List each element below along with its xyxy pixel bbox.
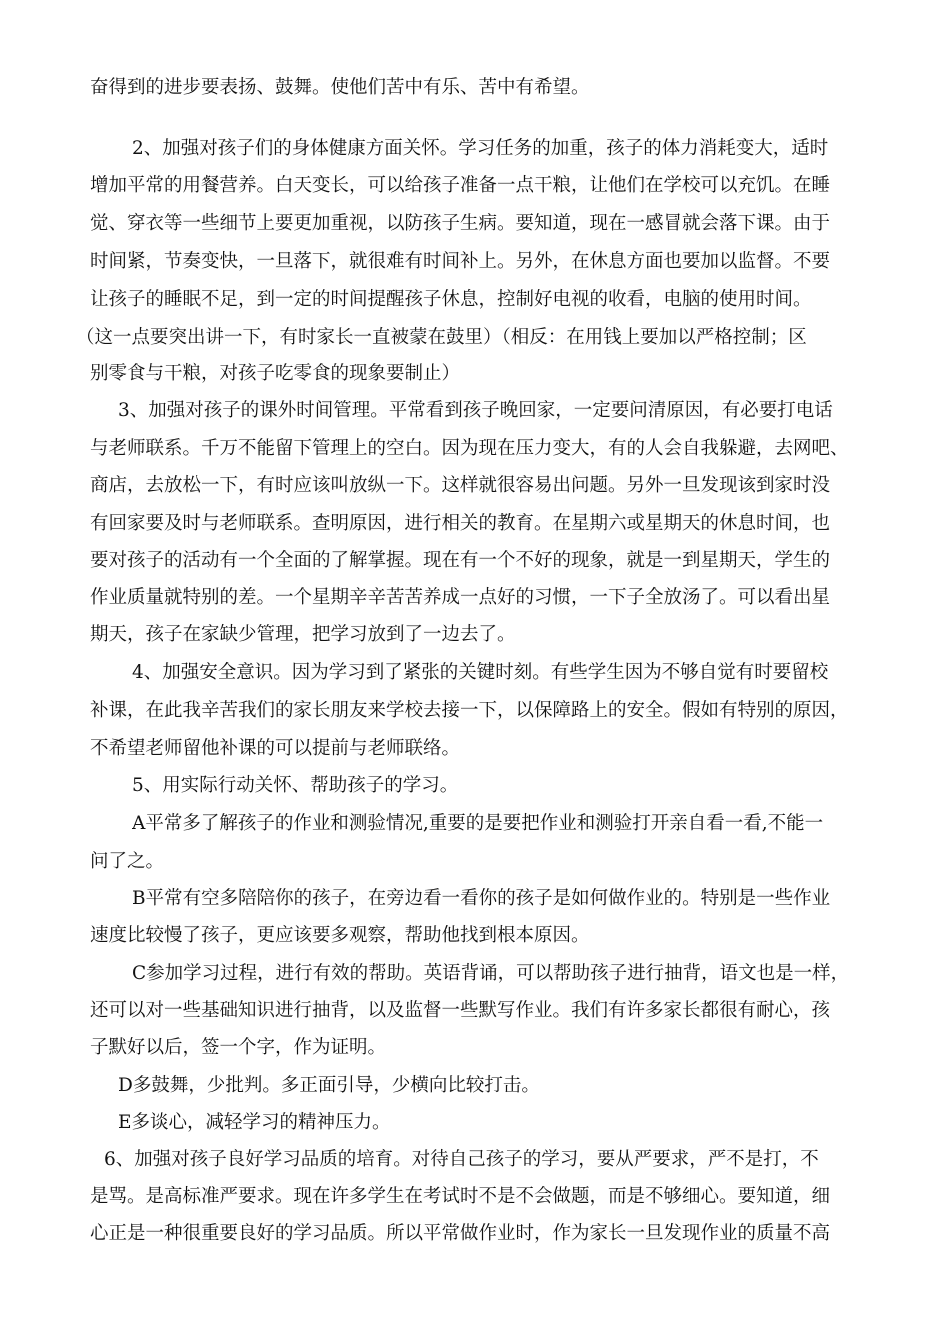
text-line: 5、用实际行动关怀、帮助孩子的学习。 [132,775,459,796]
text-line: D多鼓舞，少批判。多正面引导，少横向比较打击。 [118,1075,540,1096]
text-line: E多谈心，减轻学习的精神压力。 [118,1112,391,1133]
text-line: 4、加强安全意识。因为学习到了紧张的关键时刻。有些学生因为不够自觉有时要留校 [132,662,829,683]
text-line: 要对孩子的活动有一个全面的了解掌握。现在有一个不好的现象，就是一到星期天，学生的 [90,550,831,571]
text-line: 心正是一种很重要良好的学习品质。所以平常做作业时，作为家长一旦发现作业的质量不高 [90,1223,831,1244]
text-line: 期天，孩子在家缺少管理，把学习放到了一边去了。 [90,624,516,645]
text-line: 问了之。 [90,851,165,872]
text-line: 3、加强对孩子的课外时间管理。平常看到孩子晚回家，一定要问清原因，有必要打电话 [118,400,833,421]
text-line: 2、加强对孩子们的身体健康方面关怀。学习任务的加重，孩子的体力消耗变大，适时 [132,138,829,159]
text-line: 有回家要及时与老师联系。查明原因，进行相关的教育。在星期六或星期天的休息时间，也 [90,513,831,534]
text-line: 还可以对一些基础知识进行抽背，以及监督一些默写作业。我们有许多家长都很有耐心，孩 [90,1000,831,1021]
text-line: 商店，去放松一下，有时应该叫放纵一下。这样就很容易出问题。另外一旦发现该到家时没 [90,475,831,496]
text-line: 与老师联系。千万不能留下管理上的空白。因为现在压力变大，有的人会自我躲避，去网吧、 [90,438,849,459]
text-line: 增加平常的用餐营养。白天变长，可以给孩子准备一点干粮，让他们在学校可以充饥。在睡 [90,175,831,196]
text-line: （这一点要突出讲一下，有时家长一直被蒙在鼓里）（相反：在用钱上要加以严格控制；区 [76,327,807,348]
text-line: 是骂。是高标准严要求。现在许多学生在考试时不是不会做题，而是不够细心。要知道，细 [90,1186,831,1207]
text-line: 时间紧，节奏变快，一旦落下，就很难有时间补上。另外，在休息方面也要加以监督。不要 [90,251,831,272]
text-line: 奋得到的进步要表扬、鼓舞。使他们苦中有乐、苦中有希望。 [90,77,590,98]
text-line: 让孩子的睡眠不足，到一定的时间提醒孩子休息，控制好电视的收看，电脑的使用时间。 [90,289,812,310]
text-line: 补课，在此我辛苦我们的家长朋友来学校去接一下，以保障路上的安全。假如有特别的原因， [90,700,849,721]
text-line: C参加学习过程，进行有效的帮助。英语背诵，可以帮助孩子进行抽背，语文也是一样， [132,963,850,984]
text-line: A平常多了解孩子的作业和测验情况,重要的是要把作业和测验打开亲自看一看,不能一 [132,813,824,834]
text-line: 别零食与干粮，对孩子吃零食的现象要制止） [90,363,461,384]
text-line: 6、加强对孩子良好学习品质的培育。对待自己孩子的学习，要从严要求，严不是打，不 [104,1149,819,1170]
text-line: B平常有空多陪陪你的孩子，在旁边看一看你的孩子是如何做作业的。特别是一些作业 [132,888,831,909]
text-line: 子默好以后，签一个字，作为证明。 [90,1037,387,1058]
text-line: 作业质量就特别的差。一个星期辛辛苦苦养成一点好的习惯，一下子全放汤了。可以看出星 [90,587,831,608]
text-line: 速度比较慢了孩子，更应该要多观察，帮助他找到根本原因。 [90,925,590,946]
text-line: 觉、穿衣等一些细节上要更加重视，以防孩子生病。要知道，现在一感冒就会落下课。由于 [90,213,831,234]
text-line: 不希望老师留他补课的可以提前与老师联络。 [90,738,461,759]
